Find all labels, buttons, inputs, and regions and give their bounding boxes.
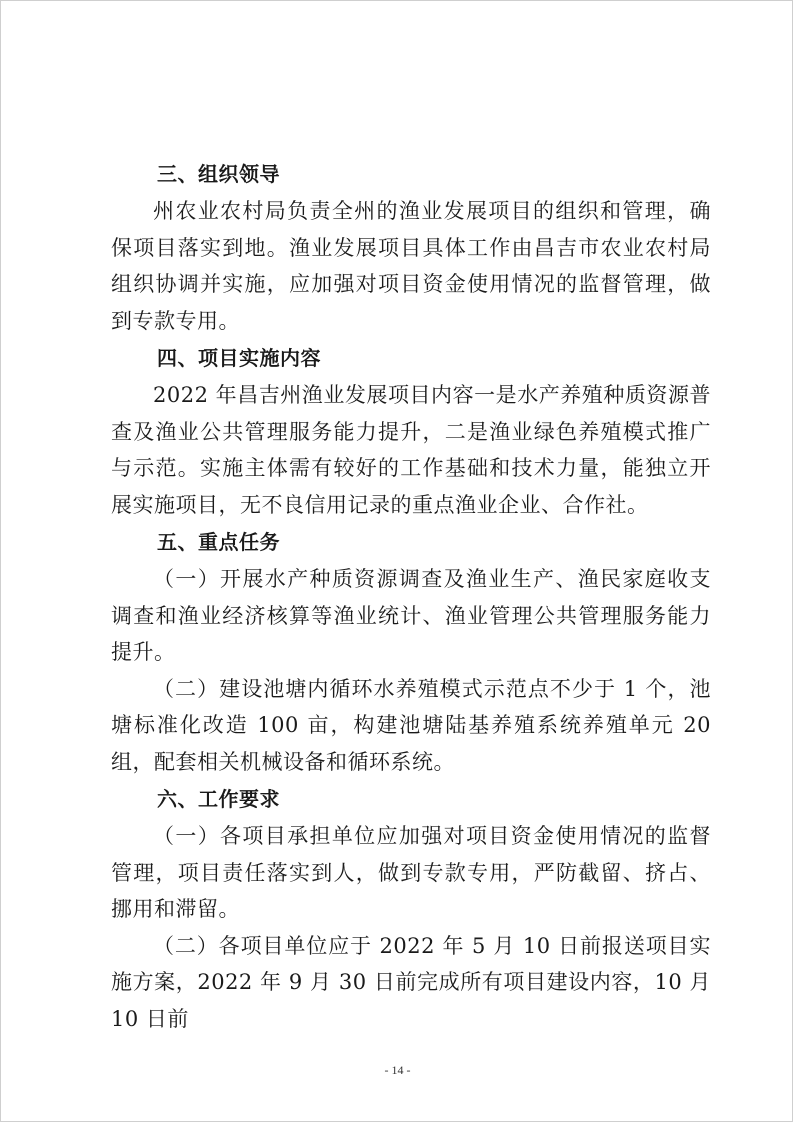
paragraph-requirement-1: （一）各项目承担单位应加强对项目资金使用情况的监督管理，项目责任落实到人，做到专款专用，严防截留、挤占、挪用和滞留。 — [111, 824, 711, 921]
section-heading-organization: 三、组织领导 — [157, 162, 280, 186]
section-heading-key-tasks: 五、重点任务 — [157, 530, 280, 554]
section-heading-requirements: 六、工作要求 — [157, 787, 280, 811]
paragraph-key-task-2: （二）建设池塘内循环水养殖模式示范点不少于 1 个，池塘标准化改造 100 亩，构建池塘陆基养殖系统养殖单元 20 组，配套相关机械设备和循环系统。 — [111, 676, 711, 774]
paragraph-implementation: 2022 年昌吉州渔业发展项目内容一是水产养殖种质资源普查及渔业公共管理服务能力提升，二是渔业绿色养殖模式推广与示范。实施主体需有较好的工作基础和技术力量，能独立开展实施项目，无不良信用记录的重点渔业企业、合作社。 — [111, 383, 711, 517]
document-body — [111, 155, 711, 1037]
section-heading-implementation: 四、项目实施内容 — [157, 346, 321, 370]
paragraph-requirement-2: （二）各项目单位应于 2022 年 5 月 10 日前报送项目实施方案，2022 年 9 月 30 日前完成所有项目建设内容，10 月 10 日前 — [111, 933, 711, 1031]
page-number: - 14 - — [384, 1063, 411, 1077]
paragraph-organization: 州农业农村局负责全州的渔业发展项目的组织和管理，确保项目落实到地。渔业发展项目具体工作由昌吉市农业农村局组织协调并实施，应加强对项目资金使用情况的监督管理，做到专款专用。 — [111, 199, 711, 333]
paragraph-key-task-1: （一）开展水产种质资源调查及渔业生产、渔民家庭收支调查和渔业经济核算等渔业统计、渔业管理公共管理服务能力提升。 — [111, 567, 711, 664]
